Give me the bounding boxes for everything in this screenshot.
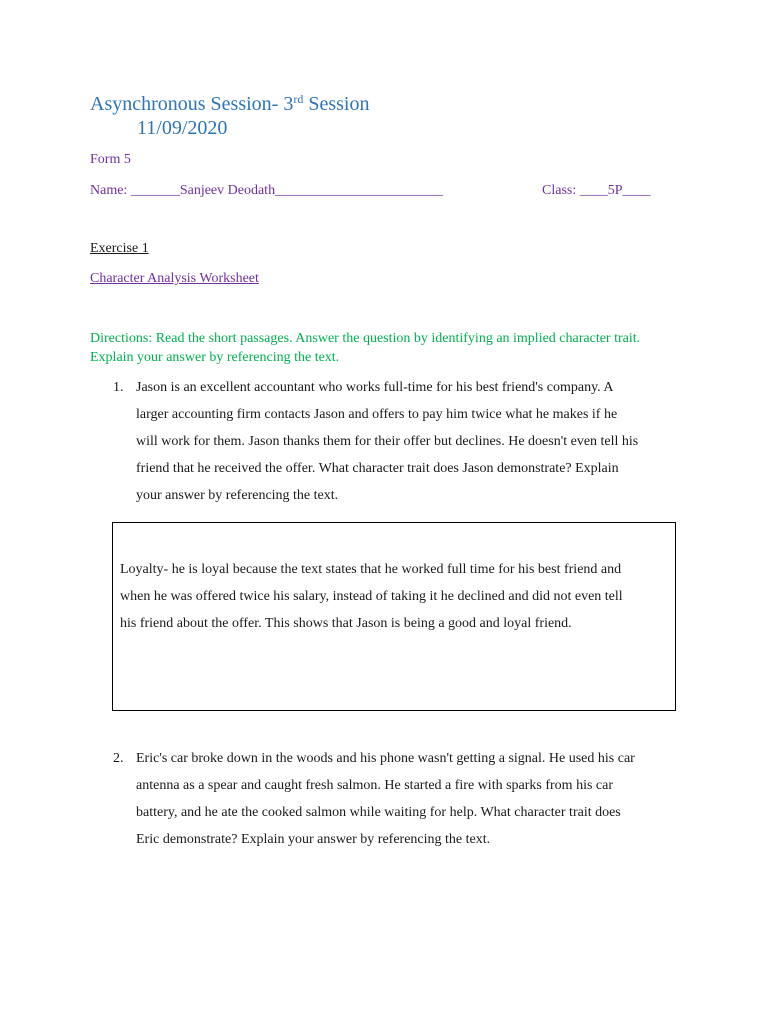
question-number: 2. bbox=[113, 751, 124, 766]
answer-line: Loyalty- he is loyal because the text states that he worked full time for his best friend and bbox=[120, 562, 622, 577]
question-line: friend that he received the offer. What character trait does Jason demonstrate? Explain bbox=[136, 461, 619, 476]
question-1 bbox=[113, 374, 681, 509]
question-line: Jason is an excellent accountant who works full-time for his best friend's company. A bbox=[136, 380, 614, 395]
form-label: Form 5 bbox=[90, 152, 131, 167]
student-name-line: Name: _______Sanjeev Deodath________________________ bbox=[90, 183, 444, 198]
answer-line: when he was offered twice his salary, instead of taking it he declined and did not even tell bbox=[120, 589, 623, 604]
question-text bbox=[136, 374, 681, 509]
page-title bbox=[90, 92, 369, 116]
question-line: larger accounting firm contacts Jason and offers to pay him twice what he makes if he bbox=[136, 407, 618, 422]
question-line: your answer by referencing the text. bbox=[136, 488, 339, 503]
class-line: Class: ____5P____ bbox=[542, 183, 651, 198]
answer-box-1[interactable] bbox=[112, 522, 676, 711]
question-line: battery, and he ate the cooked salmon while waiting for help. What character trait does bbox=[136, 805, 621, 820]
question-2 bbox=[113, 745, 681, 853]
directions-text: Directions: Read the short passages. Answer the question by identifying an implied character trait. Explain your answer by referencing the text. bbox=[90, 331, 641, 365]
question-line: Eric's car broke down in the woods and his phone wasn't getting a signal. He used his car bbox=[136, 751, 635, 766]
worksheet-title: Character Analysis Worksheet bbox=[90, 271, 259, 286]
question-line: Eric demonstrate? Explain your answer by referencing the text. bbox=[136, 832, 491, 847]
title-end: Session bbox=[303, 93, 370, 115]
question-line: antenna as a spear and caught fresh salmon. He started a fire with sparks from his car bbox=[136, 778, 613, 793]
question-line: will work for them. Jason thanks them for their offer but declines. He doesn't even tell his bbox=[136, 434, 639, 449]
exercise-heading: Exercise 1 bbox=[90, 241, 149, 256]
answer-line: his friend about the offer. This shows that Jason is being a good and loyal friend. bbox=[120, 616, 572, 631]
title-superscript: rd bbox=[293, 92, 304, 106]
question-text bbox=[136, 745, 681, 853]
answer-text bbox=[120, 556, 668, 637]
title-main: Asynchronous Session- 3 bbox=[90, 93, 294, 115]
question-number: 1. bbox=[113, 380, 124, 395]
session-date: 11/09/2020 bbox=[137, 117, 228, 139]
